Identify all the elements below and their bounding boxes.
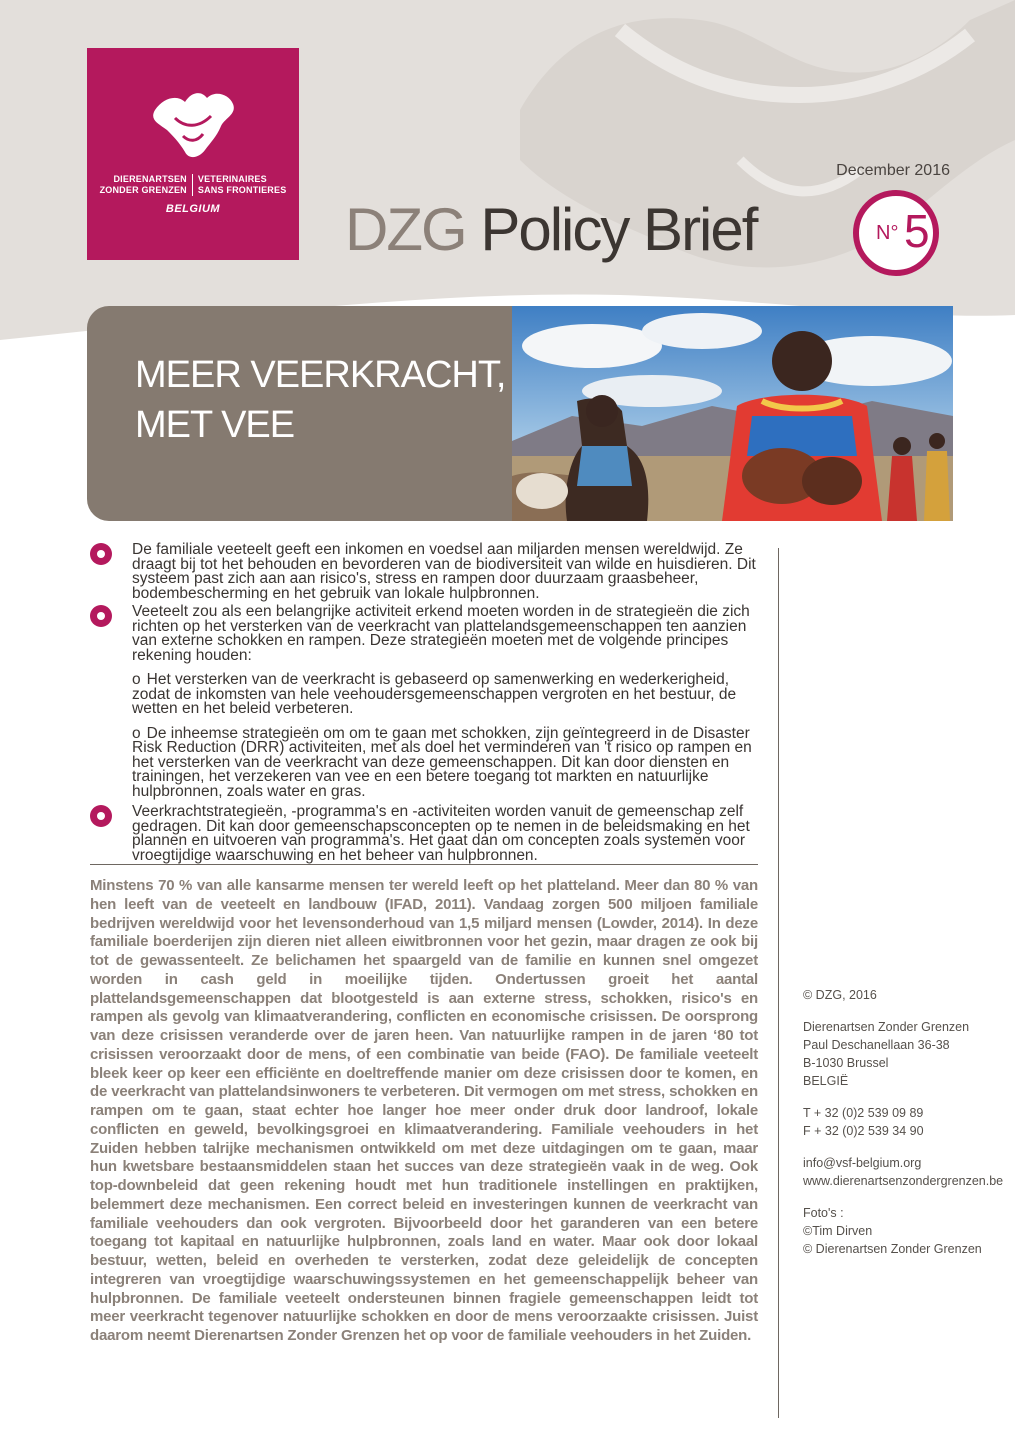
sub-point-marker: o — [132, 671, 141, 688]
contact-sidebar — [803, 986, 1003, 1272]
key-point-text: Veerkrachtstrategieën, -programma's en -activiteiten worden vanuit de gemeenschap zelf gedragen. Dit kan door gemeenschapsconcepten op te nemen in de beleidsmaking en het plannen en uitvoeren van programma's. Het gaat dan om concepten zoals systemen voor vroegtijdige waarschuwing en het beheer van hulpbronnen. — [132, 803, 750, 864]
hero-title-line-2: MET VEE — [135, 404, 295, 446]
key-point-text: Veeteelt zou als een belangrijke activiteit erkend moeten worden in de strategieën die zich richten op het versterken van de veerkracht van plattelandsgemeenschappen ten aanzien van externe schokken en rampen. Deze strategieën moeten met de volgende principes rekening houden: — [132, 603, 750, 664]
bullet-circle-icon — [90, 543, 112, 565]
photo-credit: © Dierenartsen Zonder Grenzen — [803, 1242, 982, 1256]
cow-head-logo-icon — [149, 88, 237, 162]
hero-title — [135, 350, 505, 450]
document-title — [345, 195, 756, 265]
hero-banner — [87, 306, 953, 521]
hero-photo — [512, 306, 953, 521]
copyright-text: © DZG, 2016 — [803, 988, 877, 1002]
publication-date: December 2016 — [836, 162, 950, 179]
sub-point-marker: o — [132, 724, 141, 742]
logo-text-right-2: SANS FRONTIERES — [197, 185, 287, 195]
logo-text-left-2: ZONDER GRENZEN — [99, 185, 187, 195]
key-point — [90, 605, 770, 663]
logo-country: BELGIUM — [165, 203, 221, 215]
key-point — [90, 543, 770, 601]
website-link: www.dierenartsenzondergrenzen.be — [803, 1174, 1004, 1188]
sub-point-text: Het versterken van de veerkracht is gebaseerd op samenwerking en wederkerigheid, zodat de inkomsten van hele veehoudersgemeenschappen vergroten en het bestuur, de wetten en het beleid verbeteren. — [132, 671, 737, 717]
logo-text-right-1: VETERINAIRES — [197, 174, 267, 184]
email-address: info@vsf-belgium.org — [803, 1156, 922, 1170]
issue-prefix: N° — [876, 222, 899, 244]
key-point-text: De familiale veeteelt geeft een inkomen en voedsel aan miljarden mensen wereldwijd. Ze draagt bij tot het behouden en bevorderen van de biodiversiteit van wilde en huisdieren. Dit systeem past zich aan aan risico's, stress en rampen door duurzaam graasbeheer, bodembescherming en het gebruik van lokale hulpbronnen. — [132, 541, 756, 602]
bullet-circle-icon — [90, 605, 112, 627]
fax-number: F + 32 (0)2 539 34 90 — [803, 1124, 924, 1138]
key-point — [90, 805, 770, 863]
hero-title-line-1: MEER VEERKRACHT, — [135, 354, 506, 396]
sub-point — [90, 673, 770, 717]
organization-logo — [87, 48, 299, 260]
address-city: B-1030 Brussel — [803, 1056, 889, 1070]
photos-label: Foto's : — [803, 1206, 844, 1220]
logo-divider — [192, 174, 193, 196]
sub-point — [90, 724, 770, 800]
bullet-circle-icon — [90, 805, 112, 827]
title-prefix: DZG — [345, 196, 466, 263]
org-name: Dierenartsen Zonder Grenzen — [803, 1020, 970, 1034]
section-divider — [90, 864, 758, 865]
issue-number-badge — [853, 190, 939, 276]
issue-number: 5 — [904, 205, 930, 257]
address-country: BELGIË — [803, 1074, 849, 1088]
title-main: Policy Brief — [480, 196, 757, 263]
address-street: Paul Deschanellaan 36-38 — [803, 1038, 950, 1052]
key-points-list — [90, 543, 770, 867]
logo-text-left-1: DIERENARTSEN — [113, 174, 187, 184]
sub-point-text: De inheemse strategieën om om te gaan met schokken, zijn geïntegreerd in de Disaster Risk Reduction (DRR) activiteiten, met als doel het verminderen van 't risico op rampen en het versterken van de veerkracht van deze gemeenschappen. Dit kan door diensten en trainingen, het verzekeren van vee en een betere toegang tot markten en natuurlijke hulpbronnen, zoals water en gras. — [132, 724, 752, 800]
photo-credit: ©Tim Dirven — [803, 1224, 873, 1238]
body-paragraph: Minstens 70 % van alle kansarme mensen ter wereld leeft op het platteland. Meer dan 80 % van hen leeft van de veeteelt en landbouw (IFAD, 2011). Vandaag zorgen 500 miljoen familiale bedrijven wereldwijd voor het levensonderhoud van 1,5 miljard mensen (Lowder, 2014). In deze familiale boerderijen zijn dieren niet alleen eiwitbronnen voor het gezin, maar dragen ze ook bij tot de gewassenteelt. Ze belichamen het spaargeld van de familie en kunnen snel omgezet worden in cash geld in moeilijke tijden. Ondertussen groeit het aantal plattelandsgemeenschappen dat blootgesteld is aan externe stress, schokken, risico's en rampen als gevolg van klimaatverandering, conflicten en economische crisissen. De oorsprong van deze crisissen veranderde over de jaren heen. Van natuurlijke rampen in de jaren ‘80 tot crisissen veroorzaakt door de mens, of een combinatie van beide (FAO). De familiale veeteelt bleek keer op keer een efficiënte en doeltreffende manier om deze crisissen door te komen, en de veerkracht van plattelandsinwoners te verbeteren. Dit vermogen om met stress, schokken en rampen om te gaan, staat echter hoe langer hoe meer onder druk door landroof, lokale conflicten en geweld, bevolkingsgroei en klimaatverandering. Familiale veehouders in het Zuiden hebben talrijke mechanismen ontwikkeld om met deze uitdagingen om te gaan, maar hun kwetsbare bestaansmiddelen staan het succes van deze strategieën vaak in de weg. Ook top-downbeleid dat geen rekening houdt met hun traditionele instellingen en praktijken, belemmert deze mechanismen. Een correct beleid en investeringen kunnen de veerkracht van familiale veehouders dan ook vergroten. Bijvoorbeeld door het garanderen van een betere toegang tot kapitaal en natuurlijke hulpbronnen, zoals land en water. Maar ook door lokaal bestuur, wetten, beleid en overheden te versterken, zodat deze geleidelijk de concepten integreren van vroegtijdige waarschuwingssystemen en het gemeenschappelijk beheer van hulpbronnen. De familiale veeteelt ondersteunen binnen fragiele gemeenschappen leidt tot meer veerkracht tegenover natuurlijke schokken en door de mens veroorzaakte crisissen. Juist daarom neemt Dierenartsen Zonder Grenzen het op voor de familiale veehouders in het Zuiden. — [90, 877, 758, 1344]
phone-number: T + 32 (0)2 539 09 89 — [803, 1106, 924, 1120]
column-divider — [778, 548, 779, 1418]
